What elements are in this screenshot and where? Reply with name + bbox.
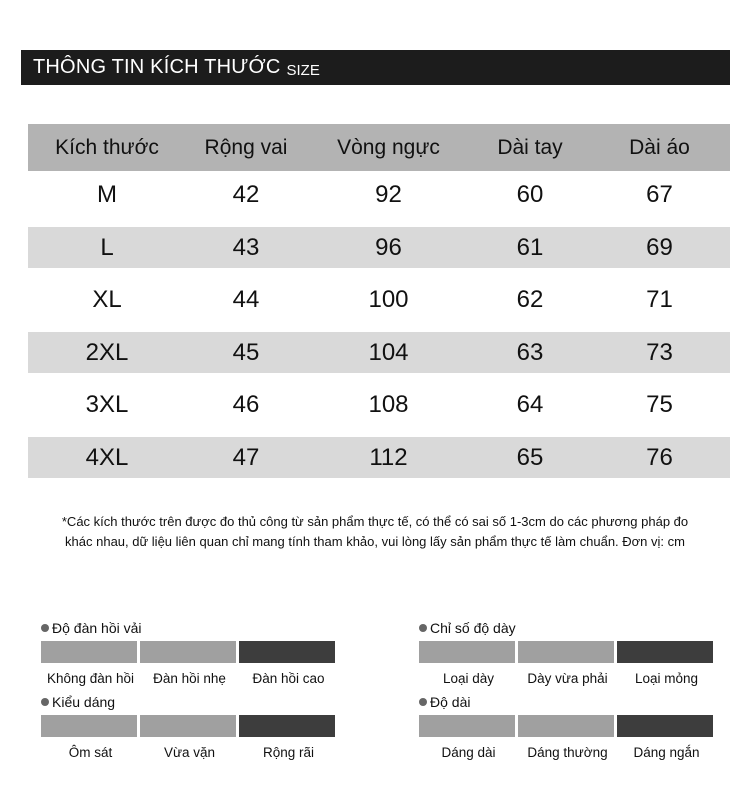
- note-line-2: khác nhau, dữ liệu liên quan chỉ mang tính tham khảo, vui lòng lấy sản phẩm thực tế làm chuẩn. Đơn vị: cm: [65, 534, 685, 549]
- bullet-dot-icon: [419, 698, 427, 706]
- measurement-note: [0, 512, 750, 552]
- header-chest: Vòng ngực: [337, 135, 440, 159]
- scale-bar: [518, 641, 614, 663]
- scale-bars: [41, 641, 338, 663]
- scale-title: [419, 693, 716, 711]
- table-row: [28, 276, 730, 324]
- table-cell: 112: [369, 443, 408, 471]
- scale-label: Dáng ngắn: [633, 745, 700, 760]
- scale-title-text: Chỉ số độ dày: [430, 620, 516, 636]
- table-cell: 44: [232, 286, 260, 313]
- note-line-1: *Các kích thước trên được đo thủ công từ sản phẩm thực tế, có thể có sai số 1-3cm do các phương pháp đo: [61, 514, 689, 529]
- table-cell: 65: [516, 443, 544, 471]
- table-cell: 46: [232, 391, 260, 418]
- table-cell: 64: [516, 391, 544, 418]
- table-cell: 62: [516, 286, 544, 313]
- table-row: [28, 227, 730, 268]
- table-cell: 43: [232, 233, 260, 261]
- scale-bar-selected: [239, 641, 335, 663]
- table-cell: M: [97, 181, 117, 208]
- scale-bars: [419, 715, 716, 737]
- header-size: Kích thước: [55, 135, 159, 159]
- table-cell: 42: [232, 181, 260, 208]
- table-cell: 96: [375, 233, 402, 261]
- scale-fit: [41, 693, 338, 761]
- scale-bar: [419, 641, 515, 663]
- scale-label: Rộng rãi: [262, 745, 315, 760]
- title-bar: [21, 50, 730, 85]
- scale-bars: [419, 641, 716, 663]
- table-cell: XL: [92, 286, 122, 313]
- table-cell: 108: [368, 391, 409, 418]
- table-cell: 71: [646, 286, 673, 313]
- table-cell: 47: [232, 443, 260, 471]
- scale-title-text: Độ dài: [430, 694, 471, 710]
- header-shoulder: Rộng vai: [204, 135, 288, 159]
- scale-labels: [41, 745, 338, 761]
- scale-bar: [140, 715, 236, 737]
- scale-bar: [419, 715, 515, 737]
- table-cell: 61: [516, 233, 544, 261]
- scale-label: Dày vừa phải: [527, 671, 608, 686]
- scale-label: Không đàn hồi: [46, 671, 135, 686]
- table-cell: 104: [368, 338, 409, 366]
- table-cell: 4XL: [85, 443, 129, 471]
- scale-bar: [140, 641, 236, 663]
- scale-labels: [419, 671, 716, 687]
- table-cell: 100: [368, 286, 409, 313]
- scale-bar-selected: [239, 715, 335, 737]
- scale-bar-selected: [617, 641, 713, 663]
- table-cell: 92: [375, 181, 402, 208]
- table-body: [28, 171, 730, 478]
- header-sleeve: Dài tay: [497, 135, 563, 159]
- scale-title: [41, 619, 338, 637]
- bullet-dot-icon: [419, 624, 427, 632]
- size-table: [28, 124, 730, 486]
- scale-title: [41, 693, 338, 711]
- scale-bars: [41, 715, 338, 737]
- scale-label: Vừa vặn: [163, 745, 216, 760]
- page-subtitle: SIZE: [286, 62, 320, 79]
- scale-bar: [518, 715, 614, 737]
- table-row: [28, 171, 730, 219]
- table-cell: 2XL: [85, 338, 129, 366]
- scale-elasticity: [41, 619, 338, 687]
- scale-title-text: Kiểu dáng: [52, 694, 116, 710]
- scale-bar: [41, 715, 137, 737]
- scale-label: Loại dày: [442, 671, 495, 686]
- scale-thickness: [419, 619, 716, 687]
- table-cell: 63: [516, 338, 544, 366]
- scale-bar: [41, 641, 137, 663]
- scale-label: Đàn hồi nhẹ: [153, 671, 226, 686]
- table-cell: 69: [646, 233, 673, 261]
- table-row: [28, 381, 730, 429]
- table-cell: 67: [646, 181, 673, 208]
- table-cell: 76: [646, 443, 673, 471]
- table-cell: L: [100, 233, 114, 261]
- scale-label: Dáng thường: [527, 745, 608, 760]
- scale-bar-selected: [617, 715, 713, 737]
- bullet-dot-icon: [41, 698, 49, 706]
- table-cell: 75: [646, 391, 673, 418]
- scale-title-text: Độ đàn hồi vải: [52, 620, 142, 636]
- table-row: [28, 437, 730, 478]
- table-row: [28, 332, 730, 373]
- table-cell: 45: [232, 338, 260, 366]
- scale-labels: [41, 671, 338, 687]
- bullet-dot-icon: [41, 624, 49, 632]
- table-header: [28, 124, 730, 171]
- scale-label: Đàn hồi cao: [252, 671, 325, 686]
- scale-title: [419, 619, 716, 637]
- header-length: Dài áo: [629, 135, 690, 159]
- page-title: THÔNG TIN KÍCH THƯỚC: [33, 56, 281, 78]
- scale-label: Dáng dài: [441, 745, 496, 760]
- scale-labels: [419, 745, 716, 761]
- table-cell: 73: [646, 338, 673, 366]
- scale-length: [419, 693, 716, 761]
- table-cell: 60: [516, 181, 544, 208]
- scale-label: Ôm sát: [68, 745, 113, 760]
- scale-label: Loại mỏng: [634, 671, 699, 686]
- table-cell: 3XL: [85, 391, 129, 418]
